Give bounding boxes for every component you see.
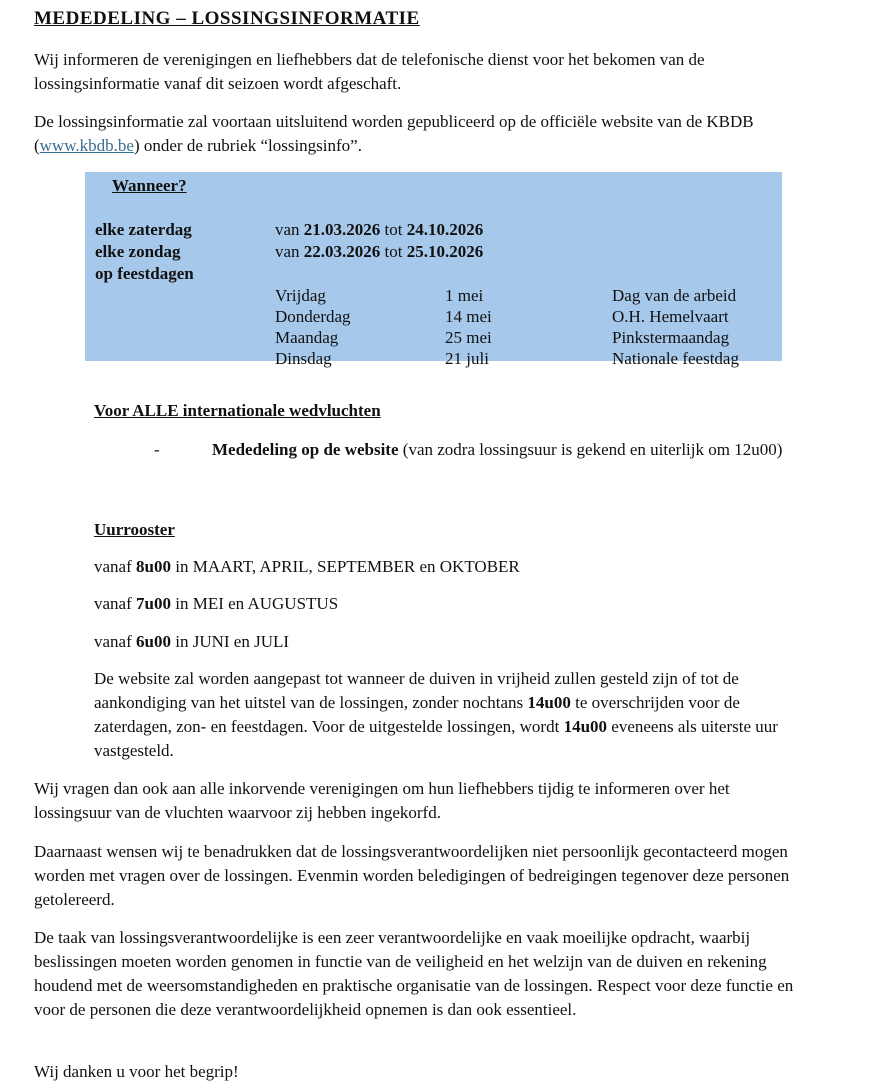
- holiday-name: Pinkstermaandag: [612, 328, 730, 347]
- international-heading: [94, 399, 794, 423]
- para-time-1: 14u00: [527, 693, 571, 712]
- line-prefix: vanaf: [94, 594, 137, 613]
- line-suffix: in MEI en AUGUSTUS: [170, 594, 339, 613]
- uurrooster-line: [94, 630, 794, 654]
- sunday-from: 22.03.2026: [303, 242, 381, 261]
- holiday-day: Maandag: [275, 328, 339, 347]
- line-time: 8u00: [136, 557, 171, 576]
- closing-paragraph-1: Wij vragen dan ook aan alle inkorvende verenigingen om hun liefhebbers tijdig te informeren over het lossingsuur van de vluchten waarvoor zij hebben ingekorfd.: [34, 779, 730, 822]
- van-word: van: [275, 242, 300, 261]
- intro-paragraph-2: [34, 110, 804, 158]
- sunday-label: elke zondag: [95, 242, 181, 261]
- intro-paragraph-1: Wij informeren de verenigingen en liefhebbers dat de telefonische dienst voor het bekomen van de lossingsinformatie vanaf dit seizoen wordt afgeschaft.: [34, 50, 705, 93]
- holiday-date: 25 mei: [445, 328, 492, 347]
- van-word: van: [275, 220, 300, 239]
- holiday-date: 21 juli: [445, 349, 489, 368]
- sunday-to: 25.10.2026: [406, 242, 484, 261]
- line-suffix: in MAART, APRIL, SEPTEMBER en OKTOBER: [170, 557, 520, 576]
- international-bullet: [154, 438, 794, 462]
- holiday-date: 1 mei: [445, 286, 484, 305]
- schedule-box: [85, 172, 782, 368]
- line-prefix: vanaf: [94, 632, 137, 651]
- tot-word: tot: [384, 242, 403, 261]
- holiday-date: 14 mei: [445, 307, 492, 326]
- page-title: MEDEDELING – LOSSINGSINFORMATIE: [34, 8, 420, 29]
- holiday-name: O.H. Hemelvaart: [612, 307, 729, 326]
- holiday-name: Nationale feestdag: [612, 349, 739, 368]
- saturday-to: 24.10.2026: [406, 220, 484, 239]
- uurrooster-line: [94, 555, 794, 579]
- intro-text-after: ) onder de rubriek “lossingsinfo”.: [133, 136, 362, 155]
- bullet-dash: -: [154, 440, 160, 459]
- uurrooster-heading: [94, 518, 794, 542]
- holiday-day: Vrijdag: [275, 286, 326, 305]
- bullet-rest-text: (van zodra lossingsuur is gekend en uiterlijk om 12u00): [398, 440, 783, 459]
- document-page: [34, 6, 804, 1081]
- saturday-label: elke zaterdag: [95, 220, 192, 239]
- uurrooster-line: [94, 592, 794, 616]
- closing-paragraph-4: Wij danken u voor het begrip!: [34, 1062, 239, 1081]
- para-text-c: eveneens als uiterste uur vastgesteld.: [94, 717, 778, 760]
- sunday-range: [275, 241, 483, 263]
- holiday-day: Donderdag: [275, 307, 351, 326]
- holiday-label: op feestdagen: [95, 264, 194, 283]
- bullet-bold-text: Mededeling op de website: [212, 440, 399, 459]
- para-text-b: te overschrijden voor de zaterdagen, zon- en feestdagen. Voor de uitgestelde lossingen, wordt: [94, 693, 740, 736]
- line-suffix: in JUNI en JULI: [170, 632, 290, 651]
- uurrooster-paragraph: [94, 667, 794, 763]
- kbdb-link[interactable]: www.kbdb.be: [39, 136, 134, 155]
- line-time: 6u00: [136, 632, 171, 651]
- saturday-from: 21.03.2026: [303, 220, 381, 239]
- tot-word: tot: [384, 220, 403, 239]
- schedule-heading: Wanneer?: [112, 176, 187, 195]
- closing-paragraph-2: Daarnaast wensen wij te benadrukken dat de lossingsverantwoordelijken niet persoonlijk gecontacteerd mogen worden met vragen over de lossingen. Evenmin worden beledigingen of bedreigingen tegenover deze personen getolereerd.: [34, 842, 790, 909]
- holiday-name: Dag van de arbeid: [612, 286, 737, 305]
- intro-text-before: De lossingsinformatie zal voortaan uitsluitend worden gepubliceerd op de officiële website van de KBDB (: [34, 112, 754, 155]
- closing-paragraph-3: De taak van lossingsverantwoordelijke is een zeer verantwoordelijke en vaak moeilijke opdracht, waarbij beslissingen moeten worden genomen in functie van de veiligheid en het welzijn van de duiven en rekening houdend met de weersomstandigheden en praktische organisatie van de lossingen. Respect voor deze functie en voor de personen die deze verantwoordelijkheid opnemen is dan ook essentieel.: [34, 928, 794, 1019]
- line-prefix: vanaf: [94, 557, 137, 576]
- para-text-a: De website zal worden aangepast tot wanneer de duiven in vrijheid zullen gesteld zijn of tot de aankondiging van het uitstel van de lossingen, zonder nochtans: [94, 669, 739, 712]
- holiday-day: Dinsdag: [275, 349, 332, 368]
- uurrooster-heading-text: Uurrooster: [94, 520, 175, 539]
- para-time-2: 14u00: [563, 717, 608, 736]
- international-heading-text: Voor ALLE internationale wedvluchten: [94, 401, 381, 420]
- saturday-range: [275, 219, 483, 241]
- line-time: 7u00: [136, 594, 171, 613]
